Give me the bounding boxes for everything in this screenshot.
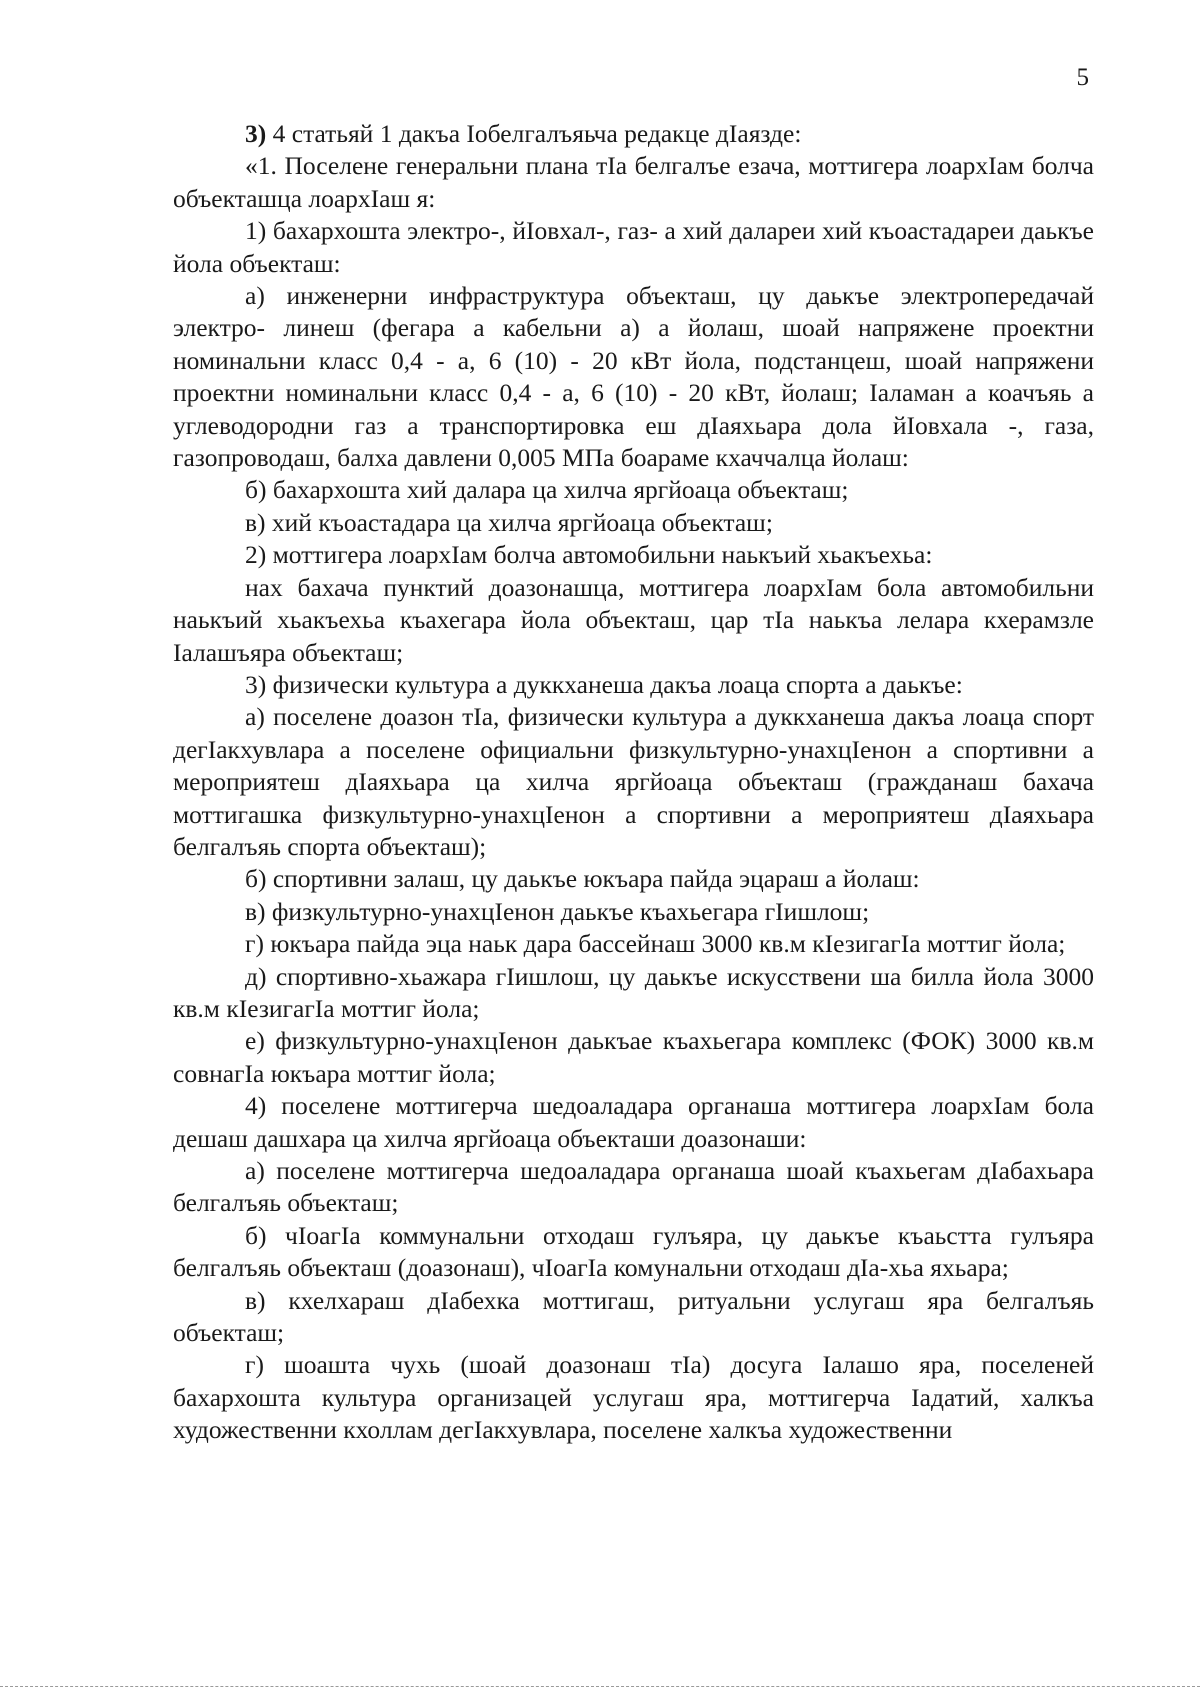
paragraph: в) физкультурно-унахцІенон даькъе къахьегара гІишлош; (245, 896, 870, 926)
scan-bottom-edge (0, 1686, 1200, 1687)
paragraph: б) бахархошта хий далара ца хилча яргйоаца объекташ; (245, 475, 849, 505)
paragraph: в) кхелхараш дІабехка моттигаш, ритуальни услугаш яра белгалъяь объекташ; (173, 1285, 1094, 1348)
paragraph: б) спортивни залаш, цу даькъе юкъара пайда эцараш а йолаш: (245, 864, 920, 894)
paragraph: 1) бахархошта электро-, йІовхал-, газ- а хий далареи хий къоастадареи даькъе йола объекташ: (173, 216, 1094, 278)
paragraph-text: 4 статьяй 1 дакъа Іобелгалъяьча редакце дІаязде: (266, 119, 802, 148)
paragraph: а) поселене моттигерча шедоаладара органаша шоай къахьегам дІабахьара белгалъяь объекташ; (173, 1156, 1094, 1218)
paragraph: 3) физически культура а дуккханеша дакъа лоаца спорта а даькъе: (245, 669, 963, 699)
paragraph: 2) моттигера лоархІам болча автомобильни наькъий хьакъехьа: (245, 540, 933, 570)
paragraph: а) инженерни инфраструктура объекташ, цу даькъе электропередачай электро- линеш (фегара а кабельни а) а йолаш, шоай напряжене проектни номинальни класс 0,4 - а, 6 (10) - 20 кВт йола, подстанцеш, шоай напряжени проектни номинальни класс 0,4 - а, 6 (10) - 20 кВт, йолаш; Іаламан а коачъяь а углеводородни газ а транспортировка еш дІаяхьара дола йІовхала -, газа, газопроводаш, балха давлени 0,005 МПа боараме кхаччалца йолаш: (173, 281, 1094, 473)
paragraph (173, 118, 1094, 150)
paragraph: нах бахача пунктий доазонашца, моттигера лоархІам бола автомобильни наькъий хьакъехьа къахегара йола объекташ, цар тІа наькъа лелара кхерамзле Іалашъяра объекташ; (173, 572, 1094, 667)
paragraph: «1. Поселене генеральни плана тІа белгалъе езача, моттигера лоархІам болча объекташца лоархІаш я: (173, 151, 1094, 213)
paragraph: 4) поселене моттигерча шедоаладара органаша моттигера лоархІам бола дешаш дашхара ца хилча яргйоаца объекташи доазонаши: (173, 1091, 1094, 1153)
paragraph: б) чІоагІа коммунальни отходаш гулъяра, цу даькъе къаьстта гулъяра белгалъяь объекташ (доазонаш), чІоагІа комунальни отходаш дІа-хьа яхьара; (173, 1220, 1094, 1283)
document-body (173, 118, 1094, 1447)
page-number: 5 (1076, 64, 1089, 91)
paragraph: г) шоашта чухь (шоай доазонаш тІа) досуга Іалашо яра, поселеней бахархошта культура организацей услугаш яра, моттигерча Іадатий, халкъа художественни кхоллам дегІакхувлара, поселене халкъа художественни (173, 1350, 1094, 1445)
paragraph: а) поселене доазон тІа, физически культура а дуккханеша дакъа лоаца спорт дегІакхувлара а поселене официальни физкультурно-унахцІенон а спортивни а мероприятеш дІаяхьара ца хилча яргйоаца объекташ (гражданаш бахача моттигашка физкультурно-унахцІенон а спортивни а мероприятеш дІаяхьара белгалъяь спорта объекташ); (173, 702, 1094, 861)
paragraph: г) юкъара пайда эца наьк дара бассейнаш 3000 кв.м кІезигагІа моттиг йола; (245, 929, 1066, 959)
paragraph: д) спортивно-хьажара гІишлош, цу даькъе искусствени ша билла йола 3000 кв.м кІезигагІа моттиг йола; (173, 961, 1094, 1023)
item-number: 3) (245, 119, 267, 148)
paragraph: е) физкультурно-унахцІенон даькъае къахьегара комплекс (ФОК) 3000 кв.м совнагІа юкъара моттиг йола; (173, 1026, 1094, 1088)
paragraph: в) хий къоастадара ца хилча яргйоаца объекташ; (245, 507, 773, 537)
